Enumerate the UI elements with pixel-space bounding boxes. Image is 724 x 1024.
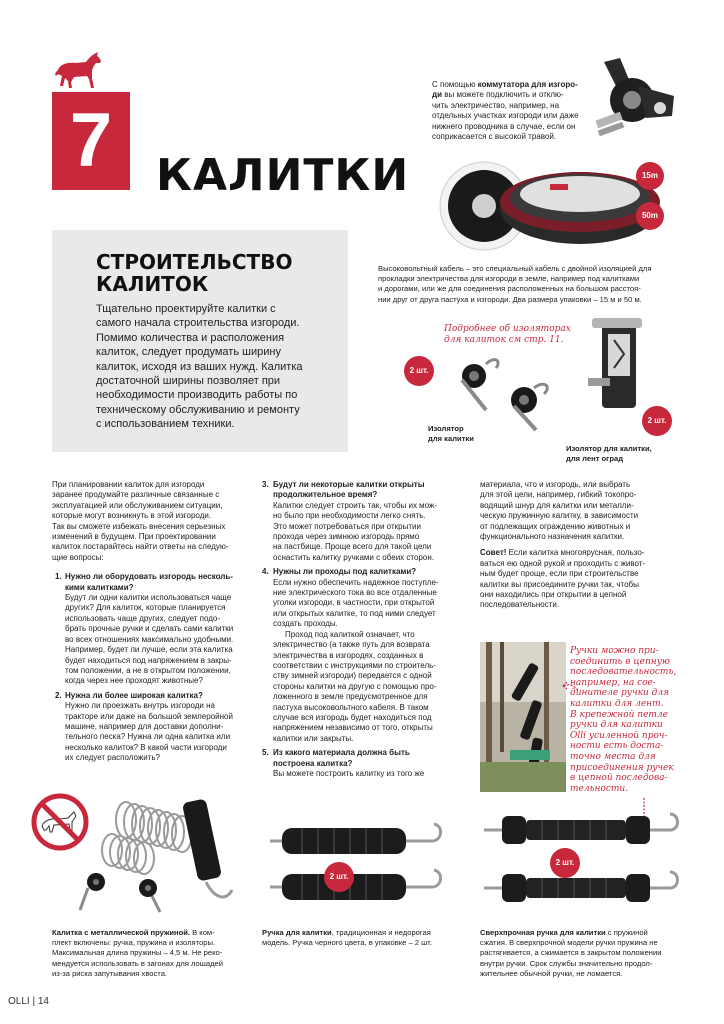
heavy-duty-handle-caption: Сверхпрочная ручка для калитки с пружиной сжатия. В сверхпрочной модели ручки пружина не растягивается, а сжимается в закрытом положении внутри ручки. Срок службы значительно продол- жительнее обычной ручки, не ломается. bbox=[480, 928, 662, 978]
question-1: 1. Нужно ли оборудовать изгородь несколь- кими калитками? Будут ли одни калитки использоваться чаще других? Для калиток, которые планируется использовать чаще других, следует подо- брать прочные ручки и сделать сами калитки во всех отношениях максимально удобными. Например, будет ли лучше, если эта калитка будет находиться под напряжением в закры- том положении, а не в открытом положении, когда через нее проходят животные? bbox=[55, 572, 234, 686]
handwritten-note: Ручки можно при- соединить в цепную последовательность, например, на сое- динителе ручки для калитки для лент. В крепежной петле ручки для калитки Olli усиленной проч- ности есть доста- точно места для присоединения ручек в цепной последова- тельности. bbox=[570, 646, 677, 794]
cable-15m-badge: 15m bbox=[636, 162, 664, 190]
column-2 bbox=[262, 480, 462, 779]
question-2: 2. Нужна ли более широкая калитка? Нужно ли проезжать внутрь изгороди на тракторе или даже на большой землеройной машине, например для доставки дополни- тельного песка? Нужна ли одна калитка или несколько калиток? В какой части изгороди их следует расположить? bbox=[55, 690, 233, 763]
column-1: При планировании калиток для изгороди заранее продумайте различные связанные с эксплуатацией или обслуживанием ситуации, которые могут возникнуть в этой изгороди. Так вы сможете избежать внесения серьезных изменений в будущем. При проектировании калиток постарайтесь найти ответы на следую- щие вопросы: 1. Нужно ли оборудовать изгородь несколь- кими калитками? Будут ли одни калитки использоваться чаще других? Для калиток, которые планируется использовать чаще других, следует подо- брать прочные ручки и сделать сами калитки во всех отношениях максимально удобными. Например, будет ли лучше, если эта калитка будет находиться под напряжением в закры- том положении, а не в открытом положении, когда через нее проходят животные? 2. Нужна ли более широкая калитка? Нужно ли проезжать внутрь изгороди на тракторе или даже на большой землеройной машине, например для доставки дополни- тельного песка? Нужна ли одна калитка или несколько калиток? В какой части изгороди их следует расположить? bbox=[52, 480, 252, 764]
question-5: 5. Из какого материала должна быть построена калитка? Вы можете построить калитку из того же bbox=[262, 748, 425, 778]
section-title: СТРОИТЕЛЬСТВО КАЛИТОК bbox=[96, 250, 293, 296]
question-3: 3. Будут ли некоторые калитки открыты продолжительное время? Калитки следует строить так, чтобы их мож- но было при необходимости легко снять. Это может потребоваться при открытии прохода через зимнюю изгородь прямо на пастбище. Проще всего для такой цели оснастить калитку ручками с обеих сторон. bbox=[262, 480, 438, 562]
switch-caption: С помощью коммутатора для изгоро- ди вы можете подключить и отклю- чить электричество, например, на отдельных участках изгороди или даже нижнего проводника в случае, если он соприкасается с высокой травой. bbox=[432, 80, 579, 142]
heavy-duty-handle-image bbox=[480, 806, 690, 918]
section-intro: Тщательно проектируйте калитки с самого начала строительства изгороди. Помимо количества и расположения калиток, следует продумать ширину калиток, исходя из ваших нужд. Калитка достаточной ширины позволяет при необходимости производить работы по техническому обслуживанию и ремонту с использованием техники. bbox=[96, 303, 303, 431]
fence-switch-image bbox=[586, 56, 682, 140]
note-arrow-left-icon bbox=[560, 680, 580, 694]
cable-spool-image bbox=[432, 158, 668, 254]
spring-gate-caption: Калитка с металлической пружиной. В ком- плект включены: ручка, пружина и изоляторы. Максимальная длина пружины – 4,5 м. Не реко- мендуется использовать в загонах для лошадей из-за риска запутывания хвоста. bbox=[52, 928, 223, 978]
gate-insulator-label: Изолятор для калитки bbox=[428, 424, 474, 444]
footer-brand: OLLI bbox=[8, 996, 30, 1007]
column-3: материала, что и изгородь, или выбрать для этой цели, например, гибкий токопро- водящий шнур для калитки или металли- ческую пружинную калитку, в зависимости от подлежащих ограждению животных и функционального назначения калитки. Совет! Если калитка многоярусная, пользо- ваться ею одной рукой и проходить с живот- ным будет проще, если при строительстве калитки вы присоедините ручки так, чтобы они находились при открытии в цепной последовательности. bbox=[480, 480, 680, 611]
spring-gate-image bbox=[56, 790, 246, 916]
chapter-number: 7 bbox=[52, 92, 130, 190]
horse-logo-icon bbox=[52, 48, 104, 92]
tape-insulator-label: Изолятор для калитки, для лент оград bbox=[566, 444, 652, 464]
insulator-left-badge: 2 шт. bbox=[404, 356, 434, 386]
cable-caption: Высоковольтный кабель – это специальный кабель с двойной изоляцией для прокладки электричества для изгороди в земле, например под калитками и дорогами, или же для соединения расположенных на большом расстоя- нии друг от друга пастуха и изгороди. Два размера упаковки – 15 м и 50 м. bbox=[378, 264, 652, 304]
cable-50m-badge: 50m bbox=[636, 202, 664, 230]
handles-chain-photo bbox=[480, 642, 566, 792]
insulator-right-badge: 2 шт. bbox=[642, 406, 672, 436]
insulator-note: Подробнее об изоляторах для калиток см стр. 11. bbox=[444, 324, 571, 345]
page-number: 14 bbox=[37, 996, 49, 1007]
page-footer bbox=[8, 996, 49, 1007]
gate-handle-caption: Ручка для калитки, традиционная и недорогая модель. Ручка черного цвета, в упаковке – 2 шт. bbox=[262, 928, 432, 948]
question-4: 4. Нужны ли проходы под калитками? Если нужно обеспечить надежное поступле- ние электрического тока во все отдаленные уголки изгороди, в частности, при открытой или открытых калитке, то под ними следует создать проходы. Проход под калиткой означает, что электричество (а также путь для возврата электричества в изгородях, созданных в соответствии с инструкциями по строитель- ству зимней изгороди) передается с одной стороны калитки на другую с помощью про- ложенного в земле предусмотренное для пастуха высоковольтного кабеля. В таком случае вся изгородь будет находиться под напряжением независимо от того, открыты калитки или закрыты. bbox=[262, 567, 439, 743]
gate-insulator-image bbox=[424, 350, 564, 434]
gate-handle-image bbox=[262, 816, 462, 916]
tape-insulator-image bbox=[584, 316, 658, 412]
tip-paragraph: Совет! Если калитка многоярусная, пользо- bbox=[480, 548, 645, 558]
chapter-title: КАЛИТКИ bbox=[156, 150, 410, 201]
heavy-duty-handle-badge: 2 шт. bbox=[550, 848, 580, 878]
footer-separator: | bbox=[32, 996, 36, 1007]
gate-handle-badge: 2 шт. bbox=[324, 862, 354, 892]
